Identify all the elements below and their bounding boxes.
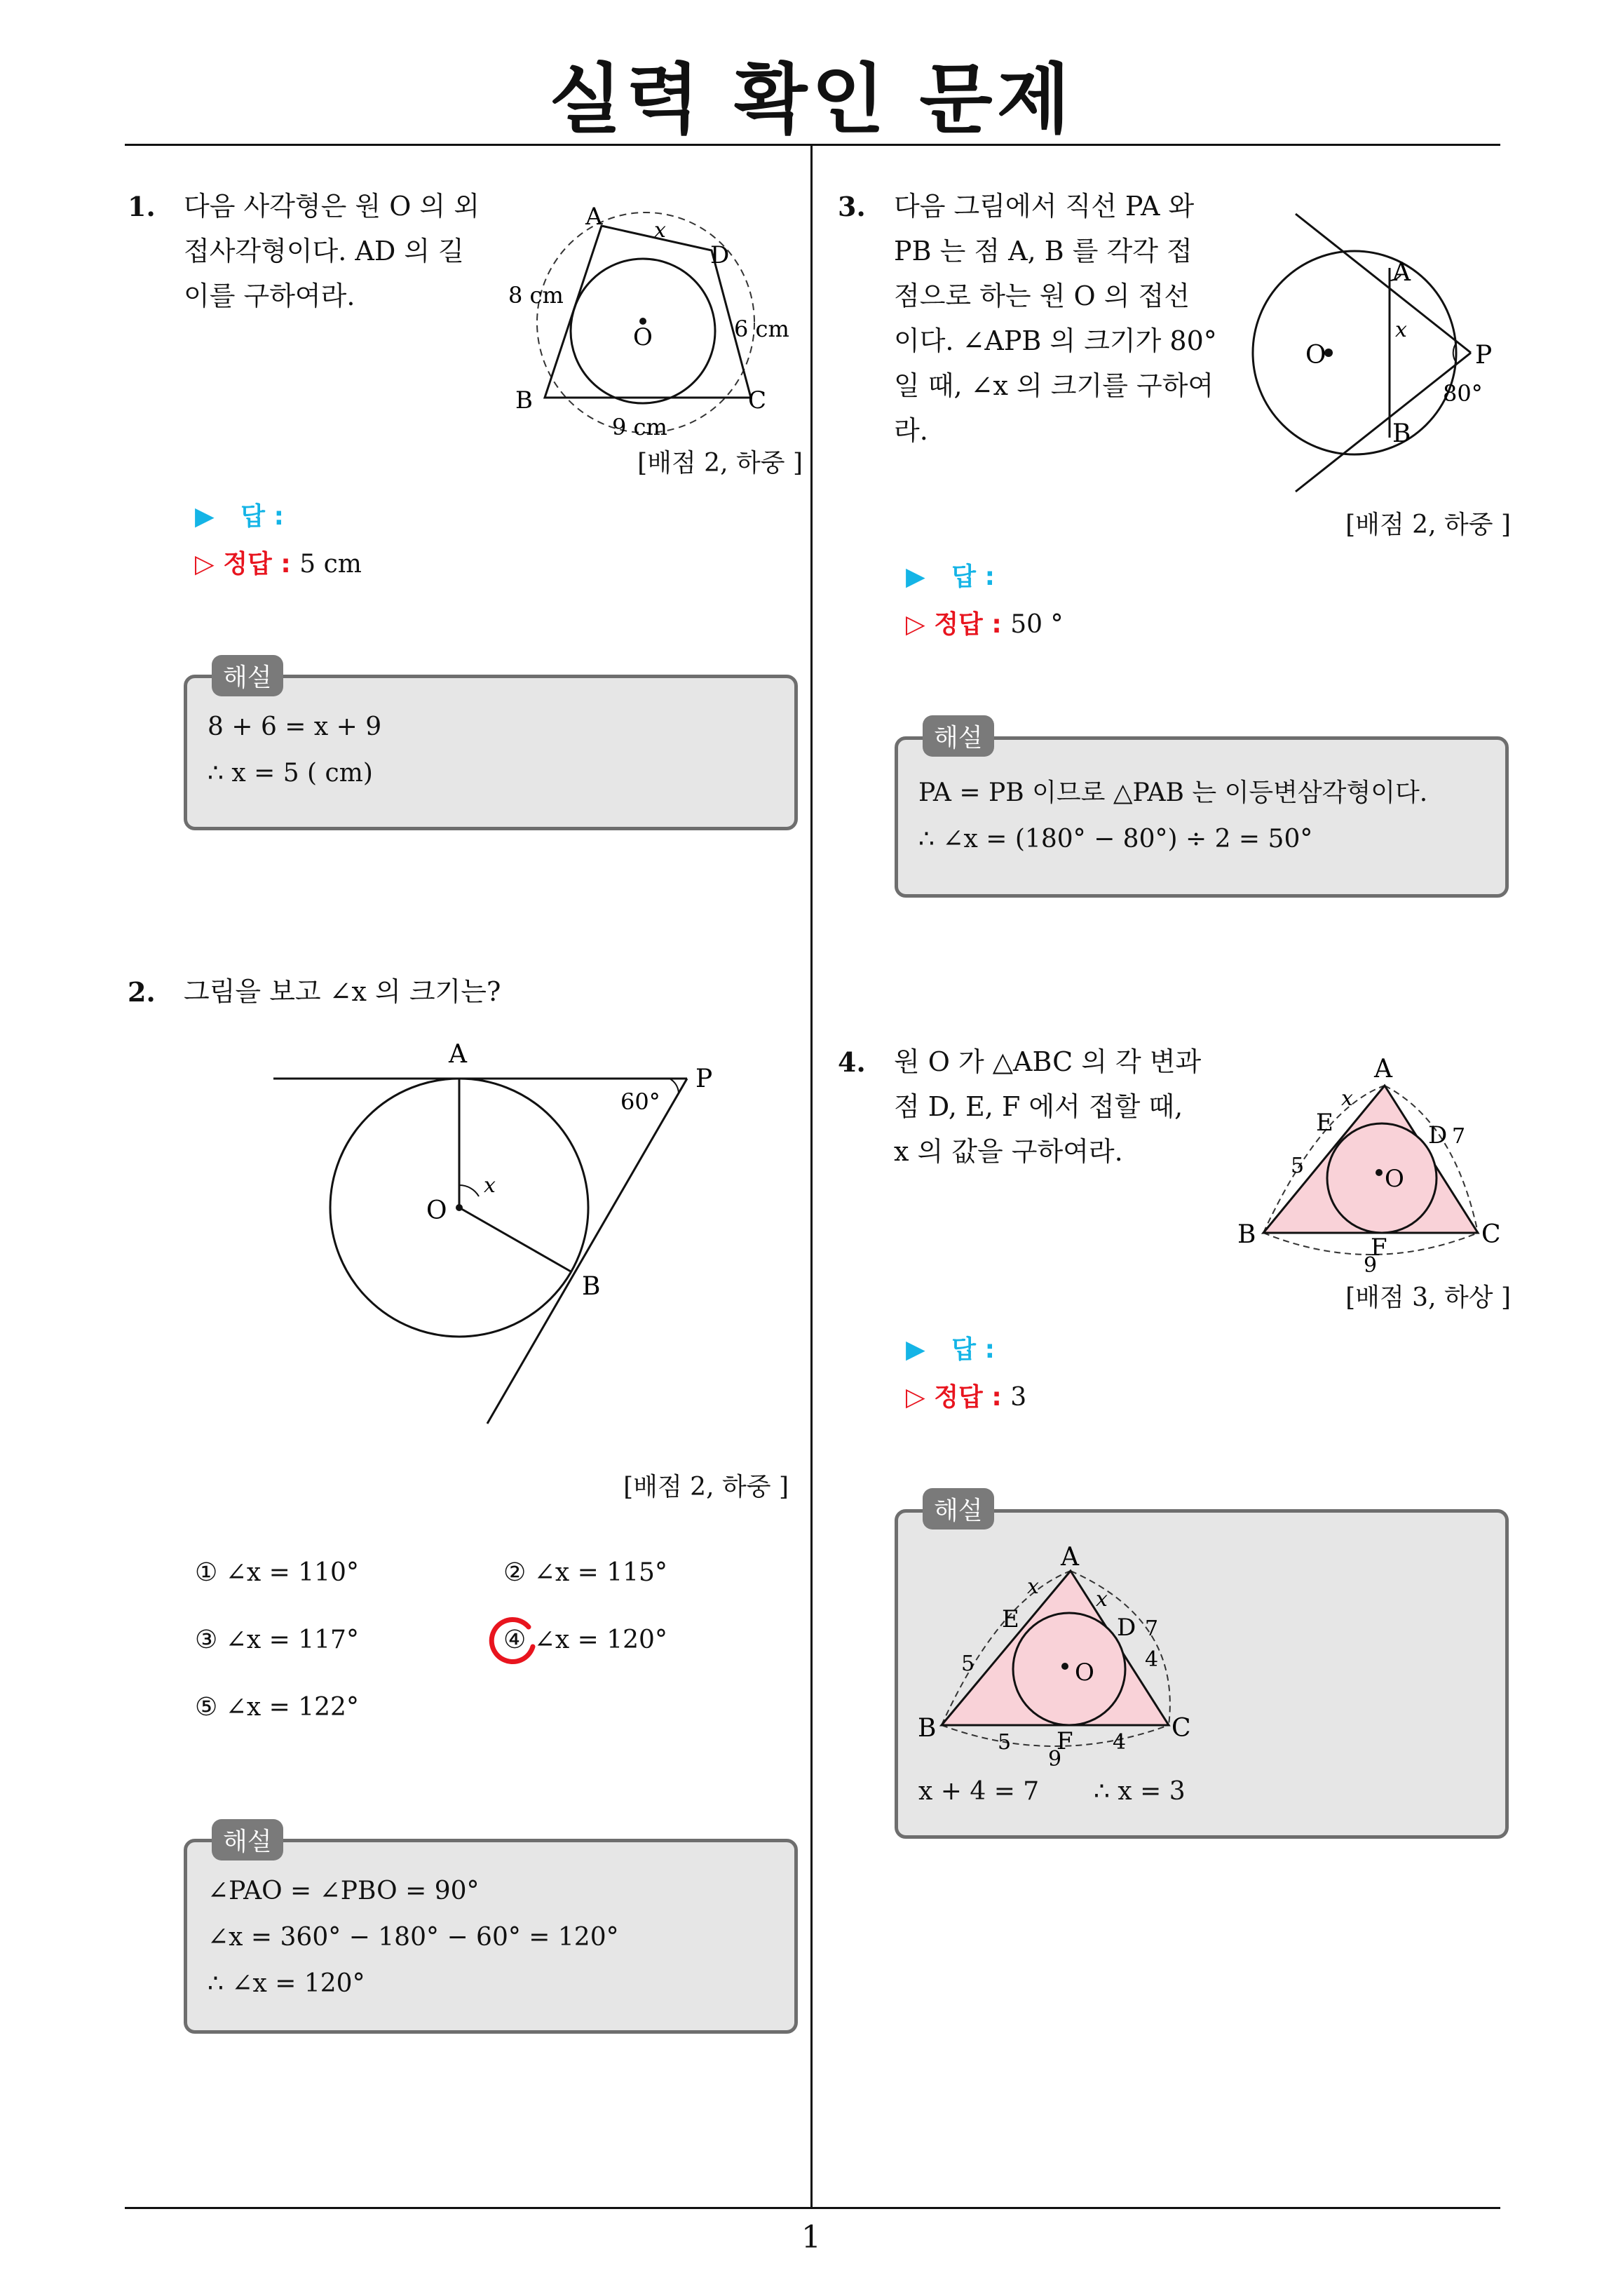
q3-solution-line: ∴ ∠x = (180° − 80°) ÷ 2 = 50° xyxy=(918,825,1313,853)
q1-label-B: B xyxy=(515,386,533,414)
q3-label-P: P xyxy=(1475,341,1493,370)
q1-label-dc: 6 cm xyxy=(734,316,789,342)
answer-arrow-icon: ▶ xyxy=(195,502,215,531)
footer-rule xyxy=(125,2207,1500,2209)
q1-correct-line xyxy=(195,544,362,580)
q1-text xyxy=(184,184,480,318)
q1-solution-line: 8 + 6 = x + 9 xyxy=(208,713,382,741)
q3-label-angle: 80° xyxy=(1443,380,1483,407)
q4-text-line: 점 D, E, F 에서 접할 때, xyxy=(894,1091,1183,1122)
q4-solution-line: x + 4 = 7 xyxy=(918,1777,1040,1806)
q2-choice-1[interactable]: ① ∠x = 110° xyxy=(195,1558,359,1587)
q4-label-B: B xyxy=(1237,1220,1256,1249)
answer-arrow-icon: ▶ xyxy=(906,562,925,591)
correct-label: 정답 : xyxy=(223,550,291,579)
q1-solution-content xyxy=(208,704,381,797)
q4-label-C: C xyxy=(1481,1220,1501,1249)
q2-solution-content xyxy=(208,1868,619,2007)
q1-solution-tag: 해설 xyxy=(212,655,283,696)
q3-label-x: x xyxy=(1395,318,1407,342)
q3-solution-content xyxy=(918,770,1427,863)
q4-label-A: A xyxy=(1374,1055,1392,1083)
q1-label-C: C xyxy=(748,386,767,414)
q4s-label-A: A xyxy=(1061,1543,1079,1572)
q1-answer-line xyxy=(195,497,284,532)
q1-label-O: O xyxy=(633,323,653,351)
q1-label-D: D xyxy=(710,241,730,269)
correct-arrow-icon: ▷ xyxy=(195,550,215,579)
q4-solution-figure xyxy=(915,1543,1209,1774)
q4-correct-answer: 3 xyxy=(1010,1383,1027,1412)
q4s-label-9: 9 xyxy=(1048,1747,1062,1771)
q4-answer-line xyxy=(906,1330,995,1365)
q2-choice-4[interactable]: ④ ∠x = 120° xyxy=(503,1626,667,1654)
q2-text: 그림을 보고 ∠x 의 크기는? xyxy=(184,976,501,1007)
q2-label-angle: 60° xyxy=(620,1088,660,1115)
q2-solution-line: ∴ ∠x = 120° xyxy=(208,1969,365,1998)
q4-label-7: 7 xyxy=(1452,1124,1466,1149)
q1-number: 1. xyxy=(128,191,156,222)
answer-arrow-icon: ▶ xyxy=(906,1335,925,1364)
q1-solution-line: ∴ x = 5 ( cm) xyxy=(208,759,373,788)
q3-label-O: O xyxy=(1305,341,1326,370)
q1-text-line: 다음 사각형은 원 O 의 외 xyxy=(184,191,480,222)
q1-figure xyxy=(501,196,796,449)
q4s-label-O: O xyxy=(1075,1659,1094,1687)
q4-text-line: x 의 값을 구하여라. xyxy=(894,1136,1123,1167)
q2-solution-line: ∠PAO = ∠PBO = 90° xyxy=(208,1877,480,1905)
q2-label-A: A xyxy=(449,1040,467,1069)
answer-label: 답 : xyxy=(240,502,285,531)
q3-text-line: 라. xyxy=(894,415,928,446)
q4s-label-D: D xyxy=(1117,1614,1136,1642)
q1-label-x: x xyxy=(654,218,666,243)
q3-figure xyxy=(1234,203,1514,498)
page-number: 1 xyxy=(801,2220,821,2255)
q4-solution-line: ∴ x = 3 xyxy=(1094,1777,1186,1806)
q2-solution-line: ∠x = 360° − 180° − 60° = 120° xyxy=(208,1923,619,1952)
q4s-label-7: 7 xyxy=(1145,1616,1159,1641)
q2-label-B: B xyxy=(582,1272,601,1301)
q2-label-P: P xyxy=(695,1065,713,1093)
q2-label-O: O xyxy=(426,1196,447,1225)
q3-solution-tag: 해설 xyxy=(923,715,994,757)
q4-label-9: 9 xyxy=(1364,1253,1378,1276)
q4-meta: [배점 3, 하상 ] xyxy=(1345,1283,1511,1312)
q4-label-5: 5 xyxy=(1291,1154,1305,1178)
q2-selected-mark-icon xyxy=(487,1616,540,1669)
q4-correct-line xyxy=(906,1377,1026,1413)
q2-choice-2[interactable]: ② ∠x = 115° xyxy=(503,1558,667,1587)
header-rule xyxy=(125,144,1500,146)
q4-number: 4. xyxy=(838,1046,866,1078)
q4-label-x: x xyxy=(1341,1086,1353,1111)
q3-text-line: PB 는 점 A, B 를 각각 접 xyxy=(894,236,1193,266)
answer-label: 답 : xyxy=(951,1335,996,1364)
q4s-label-x2: x xyxy=(1096,1587,1108,1612)
q3-label-A: A xyxy=(1392,258,1411,287)
q3-solution-line: PA = PB 이므로 △PAB 는 이등변삼각형이다. xyxy=(918,778,1428,807)
q4-label-O: O xyxy=(1385,1165,1404,1193)
q4-solution-tag: 해설 xyxy=(923,1488,994,1529)
q2-meta: [배점 2, 하중 ] xyxy=(623,1473,789,1501)
q1-correct-answer: 5 cm xyxy=(299,550,362,579)
q4-label-D: D xyxy=(1428,1121,1448,1149)
q1-text-line: 접사각형이다. AD 의 길 xyxy=(184,236,464,266)
q2-label-x: x xyxy=(484,1173,496,1198)
correct-label: 정답 : xyxy=(934,610,1002,639)
column-divider xyxy=(810,145,813,2207)
q2-choice-3[interactable]: ③ ∠x = 117° xyxy=(195,1626,359,1654)
q2-solution-tag: 해설 xyxy=(212,1819,283,1861)
correct-arrow-icon: ▷ xyxy=(906,1383,925,1412)
q4s-label-4b: 4 xyxy=(1113,1730,1127,1755)
q3-text xyxy=(894,184,1217,453)
q4s-label-5a: 5 xyxy=(961,1652,975,1676)
q3-text-line: 다음 그림에서 직선 PA 와 xyxy=(894,191,1195,222)
q3-text-line: 점으로 하는 원 O 의 접선 xyxy=(894,281,1190,311)
q1-meta: [배점 2, 하중 ] xyxy=(637,449,803,478)
q2-choice-5[interactable]: ⑤ ∠x = 122° xyxy=(195,1693,359,1722)
q1-label-ab: 8 cm xyxy=(508,282,564,309)
correct-arrow-icon: ▷ xyxy=(906,610,925,639)
q4s-label-4a: 4 xyxy=(1145,1647,1159,1672)
q1-text-line: 이를 구하여라. xyxy=(184,281,355,311)
q1-label-bc: 9 cm xyxy=(612,414,667,440)
q2-figure xyxy=(266,1031,729,1438)
q4s-label-E: E xyxy=(1002,1605,1019,1633)
q2-number: 2. xyxy=(128,976,156,1008)
page-title: 실력 확인 문제 xyxy=(548,56,1075,144)
q3-correct-answer: 50 ° xyxy=(1010,610,1064,639)
q3-number: 3. xyxy=(838,191,866,222)
q3-meta: [배점 2, 하중 ] xyxy=(1345,511,1511,539)
q4-text-line: 원 O 가 △ABC 의 각 변과 xyxy=(894,1046,1202,1077)
q3-text-line: 이다. ∠APB 의 크기가 80° xyxy=(894,325,1217,356)
q4-label-E: E xyxy=(1316,1109,1333,1137)
correct-label: 정답 : xyxy=(934,1383,1002,1412)
q3-answer-line xyxy=(906,557,995,593)
q4s-label-C: C xyxy=(1172,1714,1191,1743)
q3-text-line: 일 때, ∠x 의 크기를 구하여 xyxy=(894,370,1214,401)
q4-text xyxy=(894,1039,1201,1174)
q4-label-F: F xyxy=(1371,1234,1387,1262)
q4s-label-x1: x xyxy=(1027,1574,1039,1599)
q4s-label-F: F xyxy=(1057,1727,1073,1755)
q3-label-B: B xyxy=(1392,419,1411,448)
answer-label: 답 : xyxy=(951,562,996,591)
q3-correct-line xyxy=(906,605,1064,640)
q1-label-A: A xyxy=(585,203,603,231)
q4s-label-B: B xyxy=(918,1714,937,1743)
q4s-label-5b: 5 xyxy=(998,1730,1012,1755)
q4-figure xyxy=(1230,1052,1511,1276)
